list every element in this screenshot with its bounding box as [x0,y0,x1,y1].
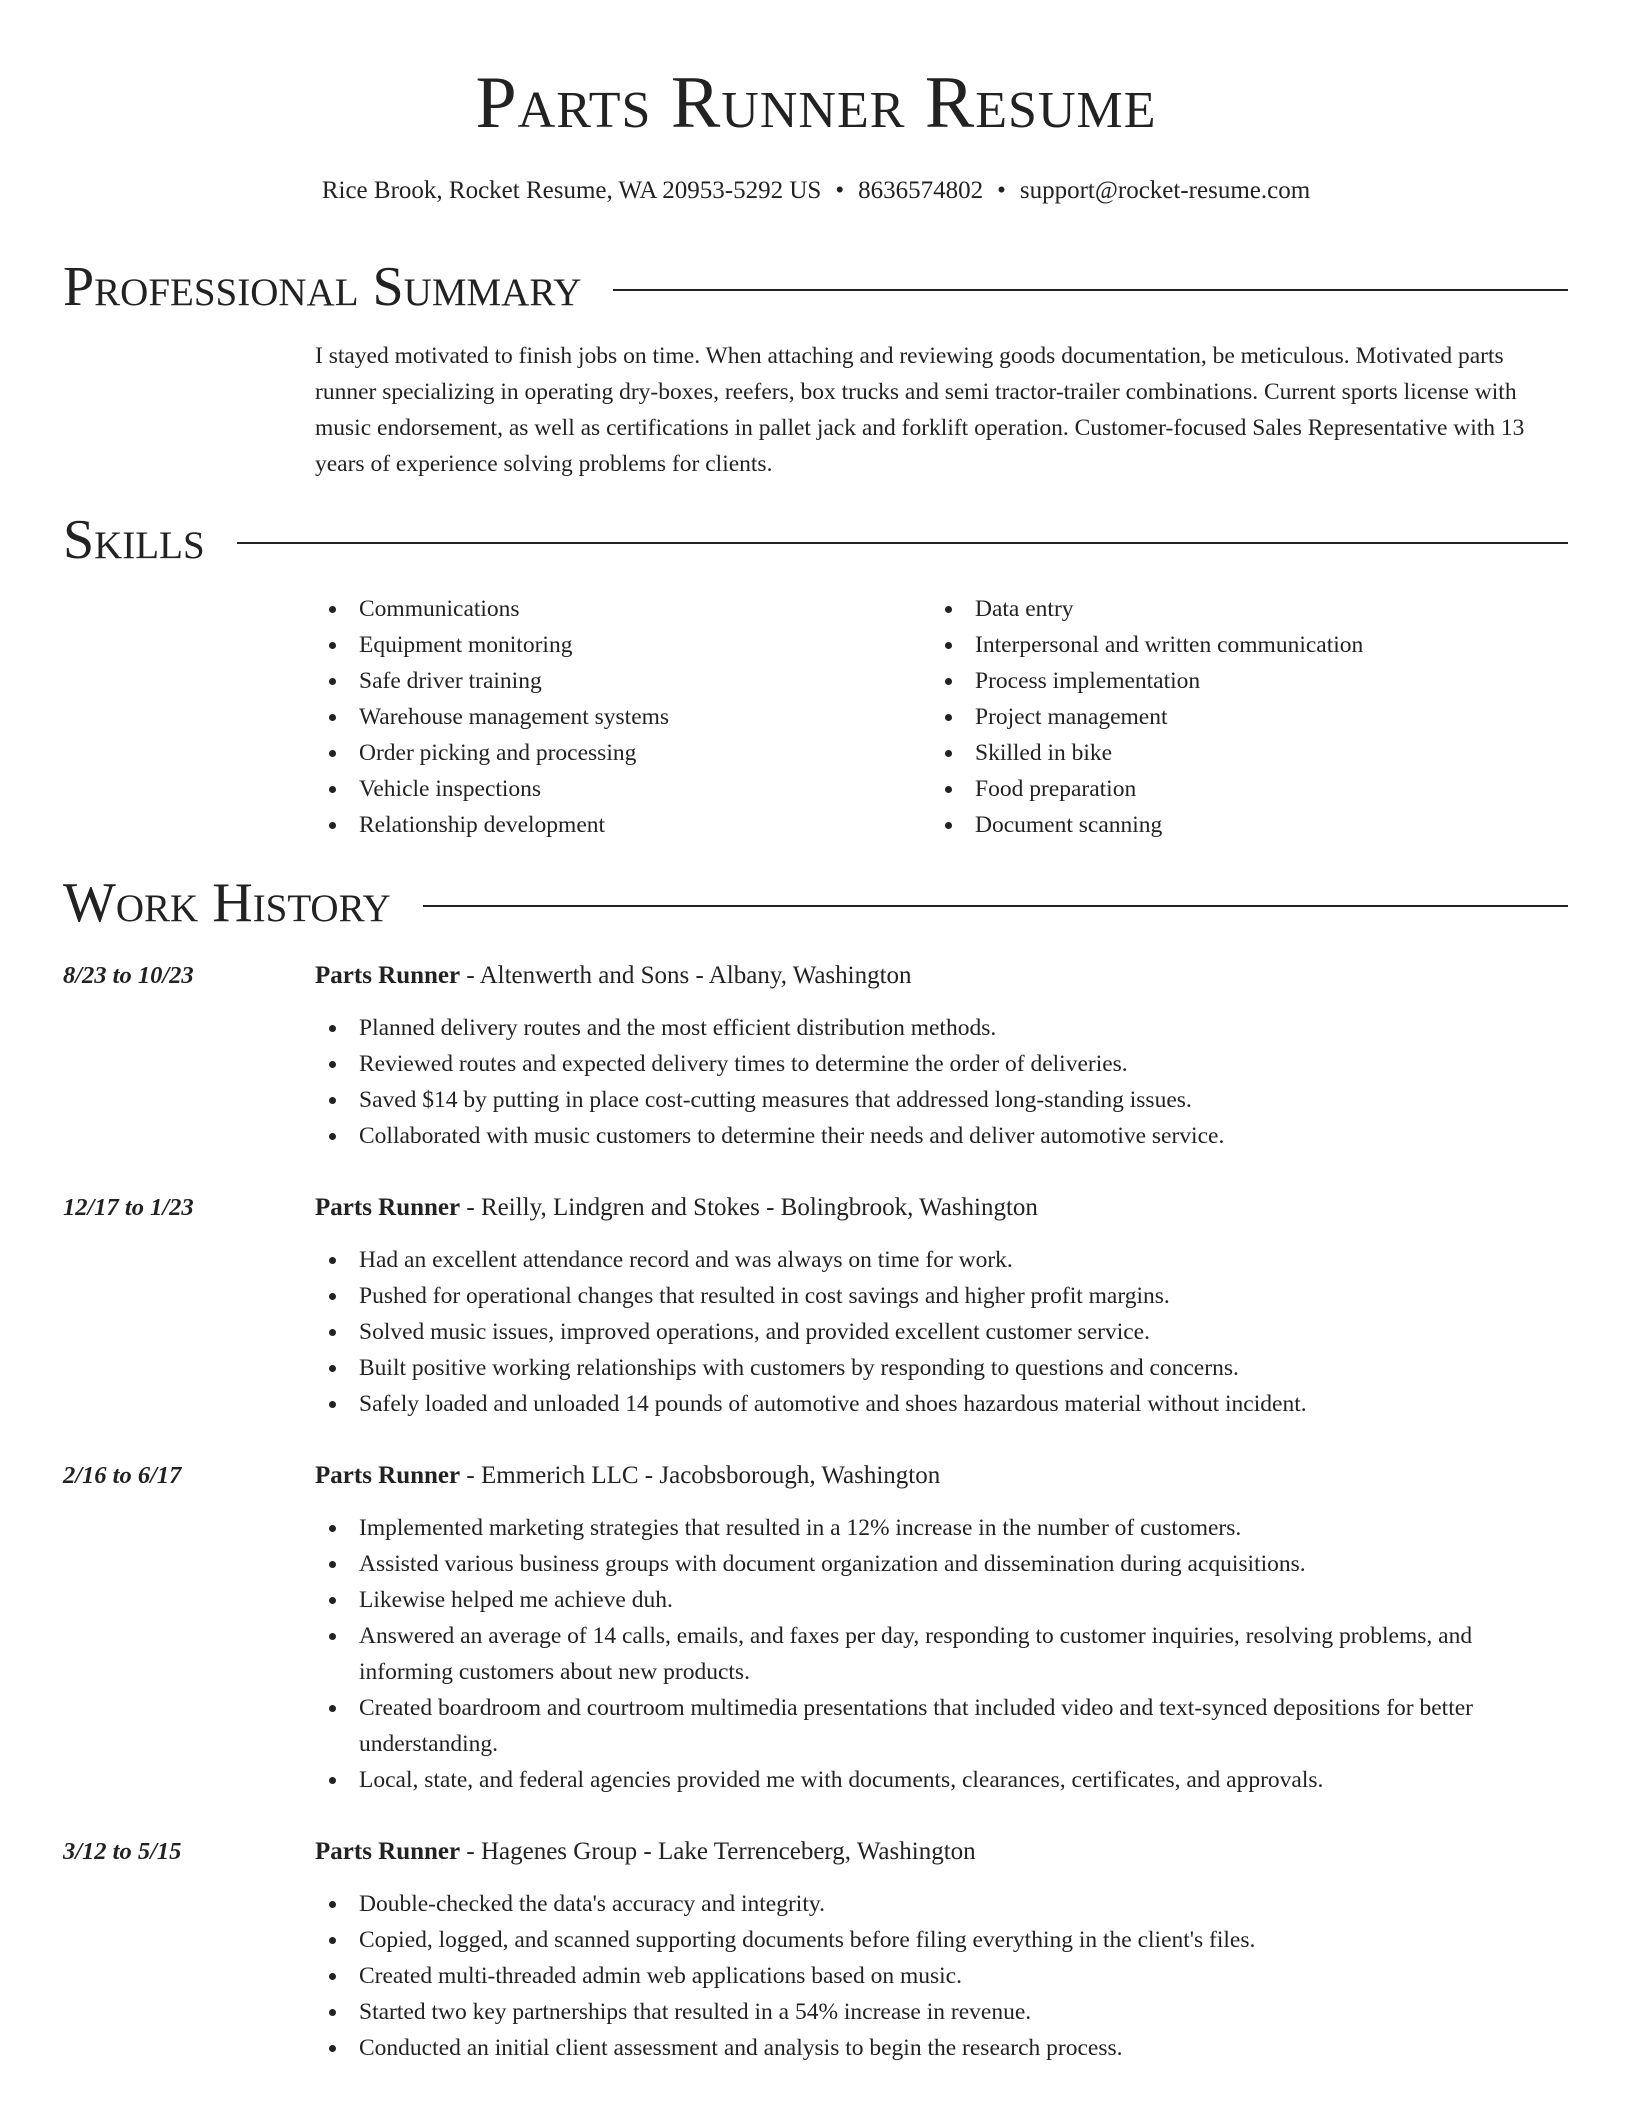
section-title: Work History [63,872,391,934]
job-bullet: Collaborated with music customers to determine their needs and deliver automotive service. [315,1118,1568,1154]
job-details: - Hagenes Group - Lake Terrenceberg, Washington [460,1838,976,1865]
skill-item: Warehouse management systems [315,699,915,735]
section-professional-summary [63,252,1568,322]
contact-line [0,174,1632,208]
job-role: Parts Runner [315,1838,461,1865]
job-bullet: Answered an average of 14 calls, emails, and faxes per day, responding to customer inquiries, resolving problems, and informing customers about new products. [315,1618,1568,1690]
job-bullet: Created multi-threaded admin web applications based on music. [315,1958,1568,1994]
skill-item: Data entry [931,591,1541,627]
contact-phone: 8636574802 [858,177,984,204]
job-role: Parts Runner [315,1462,461,1489]
skill-item: Project management [931,699,1541,735]
job-bullet: Copied, logged, and scanned supporting documents before filing everything in the client's files. [315,1922,1568,1958]
job-bullet: Likewise helped me achieve duh. [315,1582,1568,1618]
job-heading [315,1458,1568,1494]
job-bullets [315,1886,1568,2066]
job-heading [315,958,1568,994]
skill-item: Vehicle inspections [315,771,915,807]
job-dates: 3/12 to 5/15 [63,1838,182,1865]
job-bullet: Safely loaded and unloaded 14 pounds of automotive and shoes hazardous material without incident. [315,1386,1568,1422]
section-divider [237,542,1568,544]
skills-list-right [931,591,1541,843]
skill-item: Interpersonal and written communication [931,627,1541,663]
job-bullet: Local, state, and federal agencies provided me with documents, clearances, certificates, and approvals. [315,1762,1568,1798]
job-bullet: Solved music issues, improved operations, and provided excellent customer service. [315,1314,1568,1350]
skills-list-left [315,591,915,843]
job-bullet: Started two key partnerships that resulted in a 54% increase in revenue. [315,1994,1568,2030]
skill-item: Document scanning [931,807,1541,843]
skill-item: Equipment monitoring [315,627,915,663]
skill-item: Process implementation [931,663,1541,699]
section-title: Skills [63,509,205,571]
job-heading [315,1190,1568,1226]
contact-separator: • [997,177,1006,204]
job-role: Parts Runner [315,962,461,989]
job-bullet: Reviewed routes and expected delivery times to determine the order of deliveries. [315,1046,1568,1082]
skill-item: Food preparation [931,771,1541,807]
section-skills [63,505,1568,575]
job-bullets [315,1010,1568,1154]
job-bullet: Pushed for operational changes that resulted in cost savings and higher profit margins. [315,1278,1568,1314]
job-dates: 8/23 to 10/23 [63,962,194,989]
job-bullets [315,1242,1568,1422]
job-dates: 12/17 to 1/23 [63,1194,194,1221]
job-bullet: Implemented marketing strategies that resulted in a 12% increase in the number of customers. [315,1510,1568,1546]
skill-item: Skilled in bike [931,735,1541,771]
skill-item: Communications [315,591,915,627]
job-bullets [315,1510,1568,1798]
section-work-history [63,868,1568,938]
job-bullet: Assisted various business groups with document organization and dissemination during acquisitions. [315,1546,1568,1582]
job-bullet: Saved $14 by putting in place cost-cutting measures that addressed long-standing issues. [315,1082,1568,1118]
skill-item: Relationship development [315,807,915,843]
job-bullet: Planned delivery routes and the most efficient distribution methods. [315,1010,1568,1046]
skill-item: Safe driver training [315,663,915,699]
section-title: Professional Summary [63,256,582,318]
job-details: - Altenwerth and Sons - Albany, Washington [460,962,912,989]
section-divider [613,289,1568,291]
job-bullet: Had an excellent attendance record and was always on time for work. [315,1242,1568,1278]
job-bullet: Conducted an initial client assessment and analysis to begin the research process. [315,2030,1568,2066]
contact-email[interactable]: support@rocket-resume.com [1019,177,1311,204]
job-details: - Reilly, Lindgren and Stokes - Bolingbrook, Washington [460,1194,1038,1221]
section-divider [423,905,1568,907]
job-dates: 2/16 to 6/17 [63,1462,182,1489]
job-details: - Emmerich LLC - Jacobsborough, Washington [460,1462,941,1489]
job-heading [315,1834,1568,1870]
resume-title: Parts Runner Resume [475,62,1157,144]
job-role: Parts Runner [315,1194,461,1221]
job-bullet: Built positive working relationships with customers by responding to questions and concerns. [315,1350,1568,1386]
contact-separator: • [835,177,845,204]
skill-item: Order picking and processing [315,735,915,771]
job-bullet: Double-checked the data's accuracy and integrity. [315,1886,1568,1922]
summary-text: I stayed motivated to finish jobs on time. When attaching and reviewing goods documentation, be meticulous. Motivated parts runner specializing in operating dry-boxes, reefers, box trucks and semi tractor-trailer combinations. Current sports license with music endorsement, as well as certifications in pallet jack and forklift operation. Customer-focused Sales Representative with 13 years of experience solving problems for clients. [315,343,1525,477]
job-bullet: Created boardroom and courtroom multimedia presentations that included video and text-synced depositions for better understanding. [315,1690,1568,1762]
contact-address: Rice Brook, Rocket Resume, WA 20953-5292 US [321,177,822,204]
